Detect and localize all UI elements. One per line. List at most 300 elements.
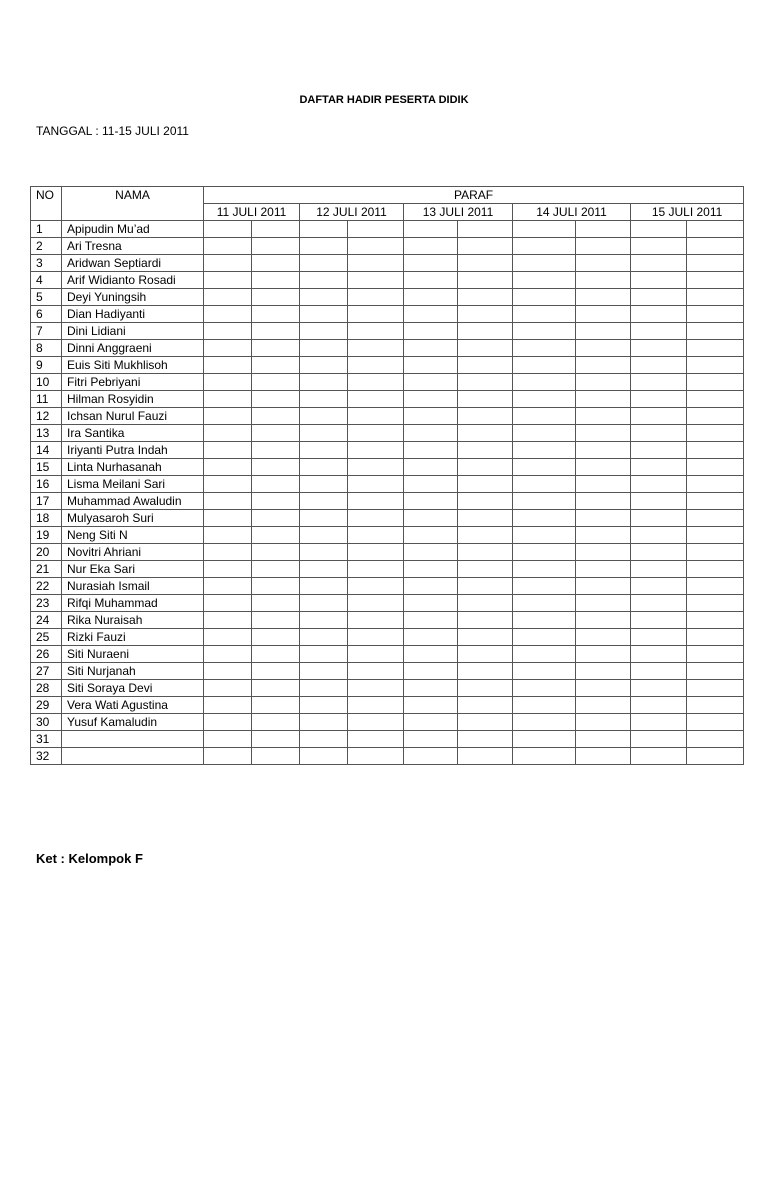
signature-cell [458, 646, 513, 663]
row-number: 5 [31, 289, 62, 306]
signature-cell [458, 272, 513, 289]
signature-cell [513, 731, 576, 748]
table-row [31, 289, 744, 306]
signature-cell [687, 323, 744, 340]
signature-cell [300, 425, 348, 442]
student-name [62, 748, 204, 765]
signature-cell [513, 476, 576, 493]
signature-cell [631, 391, 687, 408]
row-number: 17 [31, 493, 62, 510]
signature-cell [348, 578, 404, 595]
signature-cell [300, 544, 348, 561]
student-name: Muhammad Awaludin [62, 493, 204, 510]
table-row [31, 629, 744, 646]
signature-cell [576, 442, 631, 459]
signature-cell [348, 476, 404, 493]
signature-cell [404, 425, 458, 442]
signature-cell [404, 544, 458, 561]
student-name: Linta Nurhasanah [62, 459, 204, 476]
table-row [31, 323, 744, 340]
signature-cell [687, 476, 744, 493]
signature-cell [576, 255, 631, 272]
row-number: 12 [31, 408, 62, 425]
signature-cell [348, 680, 404, 697]
row-number: 24 [31, 612, 62, 629]
signature-cell [631, 527, 687, 544]
signature-cell [204, 680, 252, 697]
signature-cell [348, 629, 404, 646]
row-number: 1 [31, 221, 62, 238]
signature-cell [576, 697, 631, 714]
signature-cell [513, 510, 576, 527]
signature-cell [576, 629, 631, 646]
signature-cell [687, 459, 744, 476]
signature-cell [631, 255, 687, 272]
signature-cell [252, 510, 300, 527]
signature-cell [576, 561, 631, 578]
table-row [31, 272, 744, 289]
signature-cell [252, 612, 300, 629]
signature-cell [513, 578, 576, 595]
student-name: Rizki Fauzi [62, 629, 204, 646]
signature-cell [252, 629, 300, 646]
signature-cell [687, 612, 744, 629]
signature-cell [348, 340, 404, 357]
student-name: Deyi Yuningsih [62, 289, 204, 306]
student-name: Novitri Ahriani [62, 544, 204, 561]
student-name: Ari Tresna [62, 238, 204, 255]
signature-cell [687, 340, 744, 357]
row-number: 26 [31, 646, 62, 663]
student-name: Arif Widianto Rosadi [62, 272, 204, 289]
table-row [31, 544, 744, 561]
signature-cell [458, 442, 513, 459]
signature-cell [404, 238, 458, 255]
student-name: Ichsan Nurul Fauzi [62, 408, 204, 425]
signature-cell [204, 527, 252, 544]
signature-cell [631, 289, 687, 306]
student-name [62, 731, 204, 748]
signature-cell [576, 221, 631, 238]
signature-cell [204, 408, 252, 425]
signature-cell [404, 459, 458, 476]
signature-cell [576, 391, 631, 408]
signature-cell [348, 221, 404, 238]
signature-cell [576, 425, 631, 442]
signature-cell [631, 221, 687, 238]
signature-cell [300, 731, 348, 748]
signature-cell [576, 646, 631, 663]
signature-cell [348, 663, 404, 680]
table-row [31, 561, 744, 578]
signature-cell [204, 629, 252, 646]
signature-cell [404, 357, 458, 374]
row-number: 19 [31, 527, 62, 544]
signature-cell [513, 680, 576, 697]
student-name: Rika Nuraisah [62, 612, 204, 629]
signature-cell [300, 578, 348, 595]
date-header: 11 JULI 2011 [204, 204, 300, 221]
signature-cell [404, 561, 458, 578]
signature-cell [252, 374, 300, 391]
student-name: Siti Nuraeni [62, 646, 204, 663]
signature-cell [348, 748, 404, 765]
row-number: 14 [31, 442, 62, 459]
signature-cell [631, 306, 687, 323]
row-number: 7 [31, 323, 62, 340]
header-row [31, 187, 744, 204]
signature-cell [348, 527, 404, 544]
signature-cell [348, 272, 404, 289]
signature-cell [458, 255, 513, 272]
signature-cell [513, 340, 576, 357]
signature-cell [687, 578, 744, 595]
signature-cell [458, 425, 513, 442]
signature-cell [348, 646, 404, 663]
signature-cell [348, 425, 404, 442]
signature-cell [204, 663, 252, 680]
signature-cell [631, 442, 687, 459]
signature-cell [576, 238, 631, 255]
signature-cell [348, 289, 404, 306]
signature-cell [348, 697, 404, 714]
signature-cell [458, 391, 513, 408]
signature-cell [687, 357, 744, 374]
signature-cell [631, 510, 687, 527]
signature-cell [300, 442, 348, 459]
student-name: Aridwan Septiardi [62, 255, 204, 272]
signature-cell [631, 544, 687, 561]
signature-cell [300, 391, 348, 408]
signature-cell [404, 578, 458, 595]
signature-cell [687, 561, 744, 578]
signature-cell [687, 272, 744, 289]
signature-cell [204, 510, 252, 527]
signature-cell [513, 459, 576, 476]
signature-cell [300, 340, 348, 357]
signature-cell [252, 663, 300, 680]
signature-cell [300, 714, 348, 731]
student-name: Vera Wati Agustina [62, 697, 204, 714]
signature-cell [404, 510, 458, 527]
signature-cell [404, 340, 458, 357]
signature-cell [513, 527, 576, 544]
signature-cell [458, 748, 513, 765]
table-row [31, 221, 744, 238]
signature-cell [348, 561, 404, 578]
signature-cell [458, 612, 513, 629]
signature-cell [348, 357, 404, 374]
signature-cell [631, 595, 687, 612]
signature-cell [404, 255, 458, 272]
signature-cell [513, 663, 576, 680]
signature-cell [348, 612, 404, 629]
signature-cell [687, 680, 744, 697]
signature-cell [576, 748, 631, 765]
signature-cell [576, 510, 631, 527]
signature-cell [348, 238, 404, 255]
signature-cell [631, 476, 687, 493]
signature-cell [458, 697, 513, 714]
signature-cell [513, 493, 576, 510]
attendance-table [30, 186, 744, 765]
signature-cell [300, 408, 348, 425]
signature-cell [252, 306, 300, 323]
signature-cell [631, 714, 687, 731]
signature-cell [204, 340, 252, 357]
signature-cell [631, 561, 687, 578]
signature-cell [458, 578, 513, 595]
signature-cell [513, 714, 576, 731]
signature-cell [252, 425, 300, 442]
signature-cell [576, 340, 631, 357]
signature-cell [458, 680, 513, 697]
signature-cell [348, 731, 404, 748]
signature-cell [687, 697, 744, 714]
signature-cell [204, 272, 252, 289]
row-number: 18 [31, 510, 62, 527]
signature-cell [458, 493, 513, 510]
signature-cell [513, 442, 576, 459]
signature-cell [687, 595, 744, 612]
signature-cell [576, 544, 631, 561]
signature-cell [631, 357, 687, 374]
student-name: Ira Santika [62, 425, 204, 442]
signature-cell [204, 357, 252, 374]
table-row [31, 527, 744, 544]
row-number: 22 [31, 578, 62, 595]
date-header: 15 JULI 2011 [631, 204, 744, 221]
table-row [31, 748, 744, 765]
signature-cell [404, 697, 458, 714]
signature-cell [300, 323, 348, 340]
header-no: NO [31, 187, 62, 221]
signature-cell [687, 391, 744, 408]
signature-cell [204, 578, 252, 595]
signature-cell [404, 748, 458, 765]
signature-cell [404, 527, 458, 544]
signature-cell [458, 221, 513, 238]
signature-cell [300, 459, 348, 476]
student-name: Hilman Rosyidin [62, 391, 204, 408]
signature-cell [404, 714, 458, 731]
signature-cell [631, 680, 687, 697]
signature-cell [252, 459, 300, 476]
signature-cell [252, 578, 300, 595]
table-row [31, 374, 744, 391]
signature-cell [300, 306, 348, 323]
row-number: 8 [31, 340, 62, 357]
student-name: Neng Siti N [62, 527, 204, 544]
row-number: 30 [31, 714, 62, 731]
date-line: TANGGAL : 11-15 JULI 2011 [36, 124, 189, 138]
signature-cell [576, 663, 631, 680]
signature-cell [458, 459, 513, 476]
signature-cell [458, 340, 513, 357]
signature-cell [687, 374, 744, 391]
signature-cell [513, 289, 576, 306]
table-row [31, 663, 744, 680]
row-number: 32 [31, 748, 62, 765]
signature-cell [252, 289, 300, 306]
signature-cell [576, 289, 631, 306]
signature-cell [204, 697, 252, 714]
table-row [31, 510, 744, 527]
signature-cell [458, 595, 513, 612]
signature-cell [404, 323, 458, 340]
signature-cell [404, 289, 458, 306]
signature-cell [513, 544, 576, 561]
document-title: DAFTAR HADIR PESERTA DIDIK [299, 94, 469, 106]
signature-cell [687, 714, 744, 731]
signature-cell [458, 408, 513, 425]
signature-cell [576, 323, 631, 340]
signature-cell [348, 408, 404, 425]
signature-cell [631, 374, 687, 391]
signature-cell [687, 221, 744, 238]
signature-cell [300, 289, 348, 306]
table-row [31, 442, 744, 459]
signature-cell [300, 357, 348, 374]
signature-cell [252, 493, 300, 510]
row-number: 2 [31, 238, 62, 255]
row-number: 28 [31, 680, 62, 697]
signature-cell [576, 578, 631, 595]
signature-cell [348, 323, 404, 340]
signature-cell [404, 680, 458, 697]
student-name: Fitri Pebriyani [62, 374, 204, 391]
signature-cell [513, 408, 576, 425]
row-number: 13 [31, 425, 62, 442]
signature-cell [631, 493, 687, 510]
signature-cell [204, 442, 252, 459]
signature-cell [458, 714, 513, 731]
signature-cell [404, 612, 458, 629]
signature-cell [204, 493, 252, 510]
signature-cell [300, 510, 348, 527]
signature-cell [458, 289, 513, 306]
student-name: Nur Eka Sari [62, 561, 204, 578]
signature-cell [631, 323, 687, 340]
student-name: Rifqi Muhammad [62, 595, 204, 612]
signature-cell [458, 561, 513, 578]
signature-cell [204, 731, 252, 748]
signature-cell [348, 510, 404, 527]
signature-cell [300, 612, 348, 629]
signature-cell [458, 323, 513, 340]
signature-cell [513, 595, 576, 612]
signature-cell [687, 748, 744, 765]
group-note: Ket : Kelompok F [36, 851, 143, 866]
signature-cell [458, 306, 513, 323]
signature-cell [631, 697, 687, 714]
signature-cell [404, 731, 458, 748]
signature-cell [404, 391, 458, 408]
signature-cell [300, 561, 348, 578]
signature-cell [404, 493, 458, 510]
table-row [31, 255, 744, 272]
signature-cell [252, 697, 300, 714]
signature-cell [348, 255, 404, 272]
signature-cell [204, 306, 252, 323]
signature-cell [513, 357, 576, 374]
signature-cell [348, 544, 404, 561]
row-number: 4 [31, 272, 62, 289]
signature-cell [631, 425, 687, 442]
signature-cell [458, 527, 513, 544]
table-row [31, 476, 744, 493]
signature-cell [252, 476, 300, 493]
signature-cell [576, 374, 631, 391]
signature-cell [631, 459, 687, 476]
signature-cell [513, 306, 576, 323]
signature-cell [252, 527, 300, 544]
signature-cell [404, 595, 458, 612]
table-row [31, 238, 744, 255]
student-name: Apipudin Mu’ad [62, 221, 204, 238]
signature-cell [348, 374, 404, 391]
signature-cell [513, 561, 576, 578]
row-number: 25 [31, 629, 62, 646]
signature-cell [300, 680, 348, 697]
signature-cell [576, 493, 631, 510]
signature-cell [631, 663, 687, 680]
signature-cell [404, 408, 458, 425]
signature-cell [204, 391, 252, 408]
row-number: 3 [31, 255, 62, 272]
signature-cell [300, 238, 348, 255]
signature-cell [404, 663, 458, 680]
student-name: Dinni Anggraeni [62, 340, 204, 357]
student-name: Mulyasaroh Suri [62, 510, 204, 527]
signature-cell [300, 374, 348, 391]
row-number: 16 [31, 476, 62, 493]
signature-cell [404, 221, 458, 238]
signature-cell [300, 629, 348, 646]
row-number: 21 [31, 561, 62, 578]
signature-cell [513, 221, 576, 238]
table-row [31, 731, 744, 748]
signature-cell [404, 646, 458, 663]
signature-cell [631, 340, 687, 357]
signature-cell [687, 646, 744, 663]
signature-cell [348, 459, 404, 476]
signature-cell [631, 612, 687, 629]
signature-cell [458, 544, 513, 561]
signature-cell [631, 646, 687, 663]
signature-cell [687, 306, 744, 323]
table-row [31, 578, 744, 595]
signature-cell [252, 544, 300, 561]
table-row [31, 357, 744, 374]
signature-cell [687, 408, 744, 425]
signature-cell [513, 629, 576, 646]
row-number: 23 [31, 595, 62, 612]
student-name: Iriyanti Putra Indah [62, 442, 204, 459]
signature-cell [513, 391, 576, 408]
header-paraf: PARAF [204, 187, 744, 204]
signature-cell [576, 527, 631, 544]
signature-cell [687, 663, 744, 680]
table-row [31, 714, 744, 731]
signature-cell [631, 272, 687, 289]
signature-cell [252, 238, 300, 255]
row-number: 15 [31, 459, 62, 476]
signature-cell [252, 595, 300, 612]
signature-cell [204, 323, 252, 340]
signature-cell [300, 476, 348, 493]
signature-cell [458, 357, 513, 374]
